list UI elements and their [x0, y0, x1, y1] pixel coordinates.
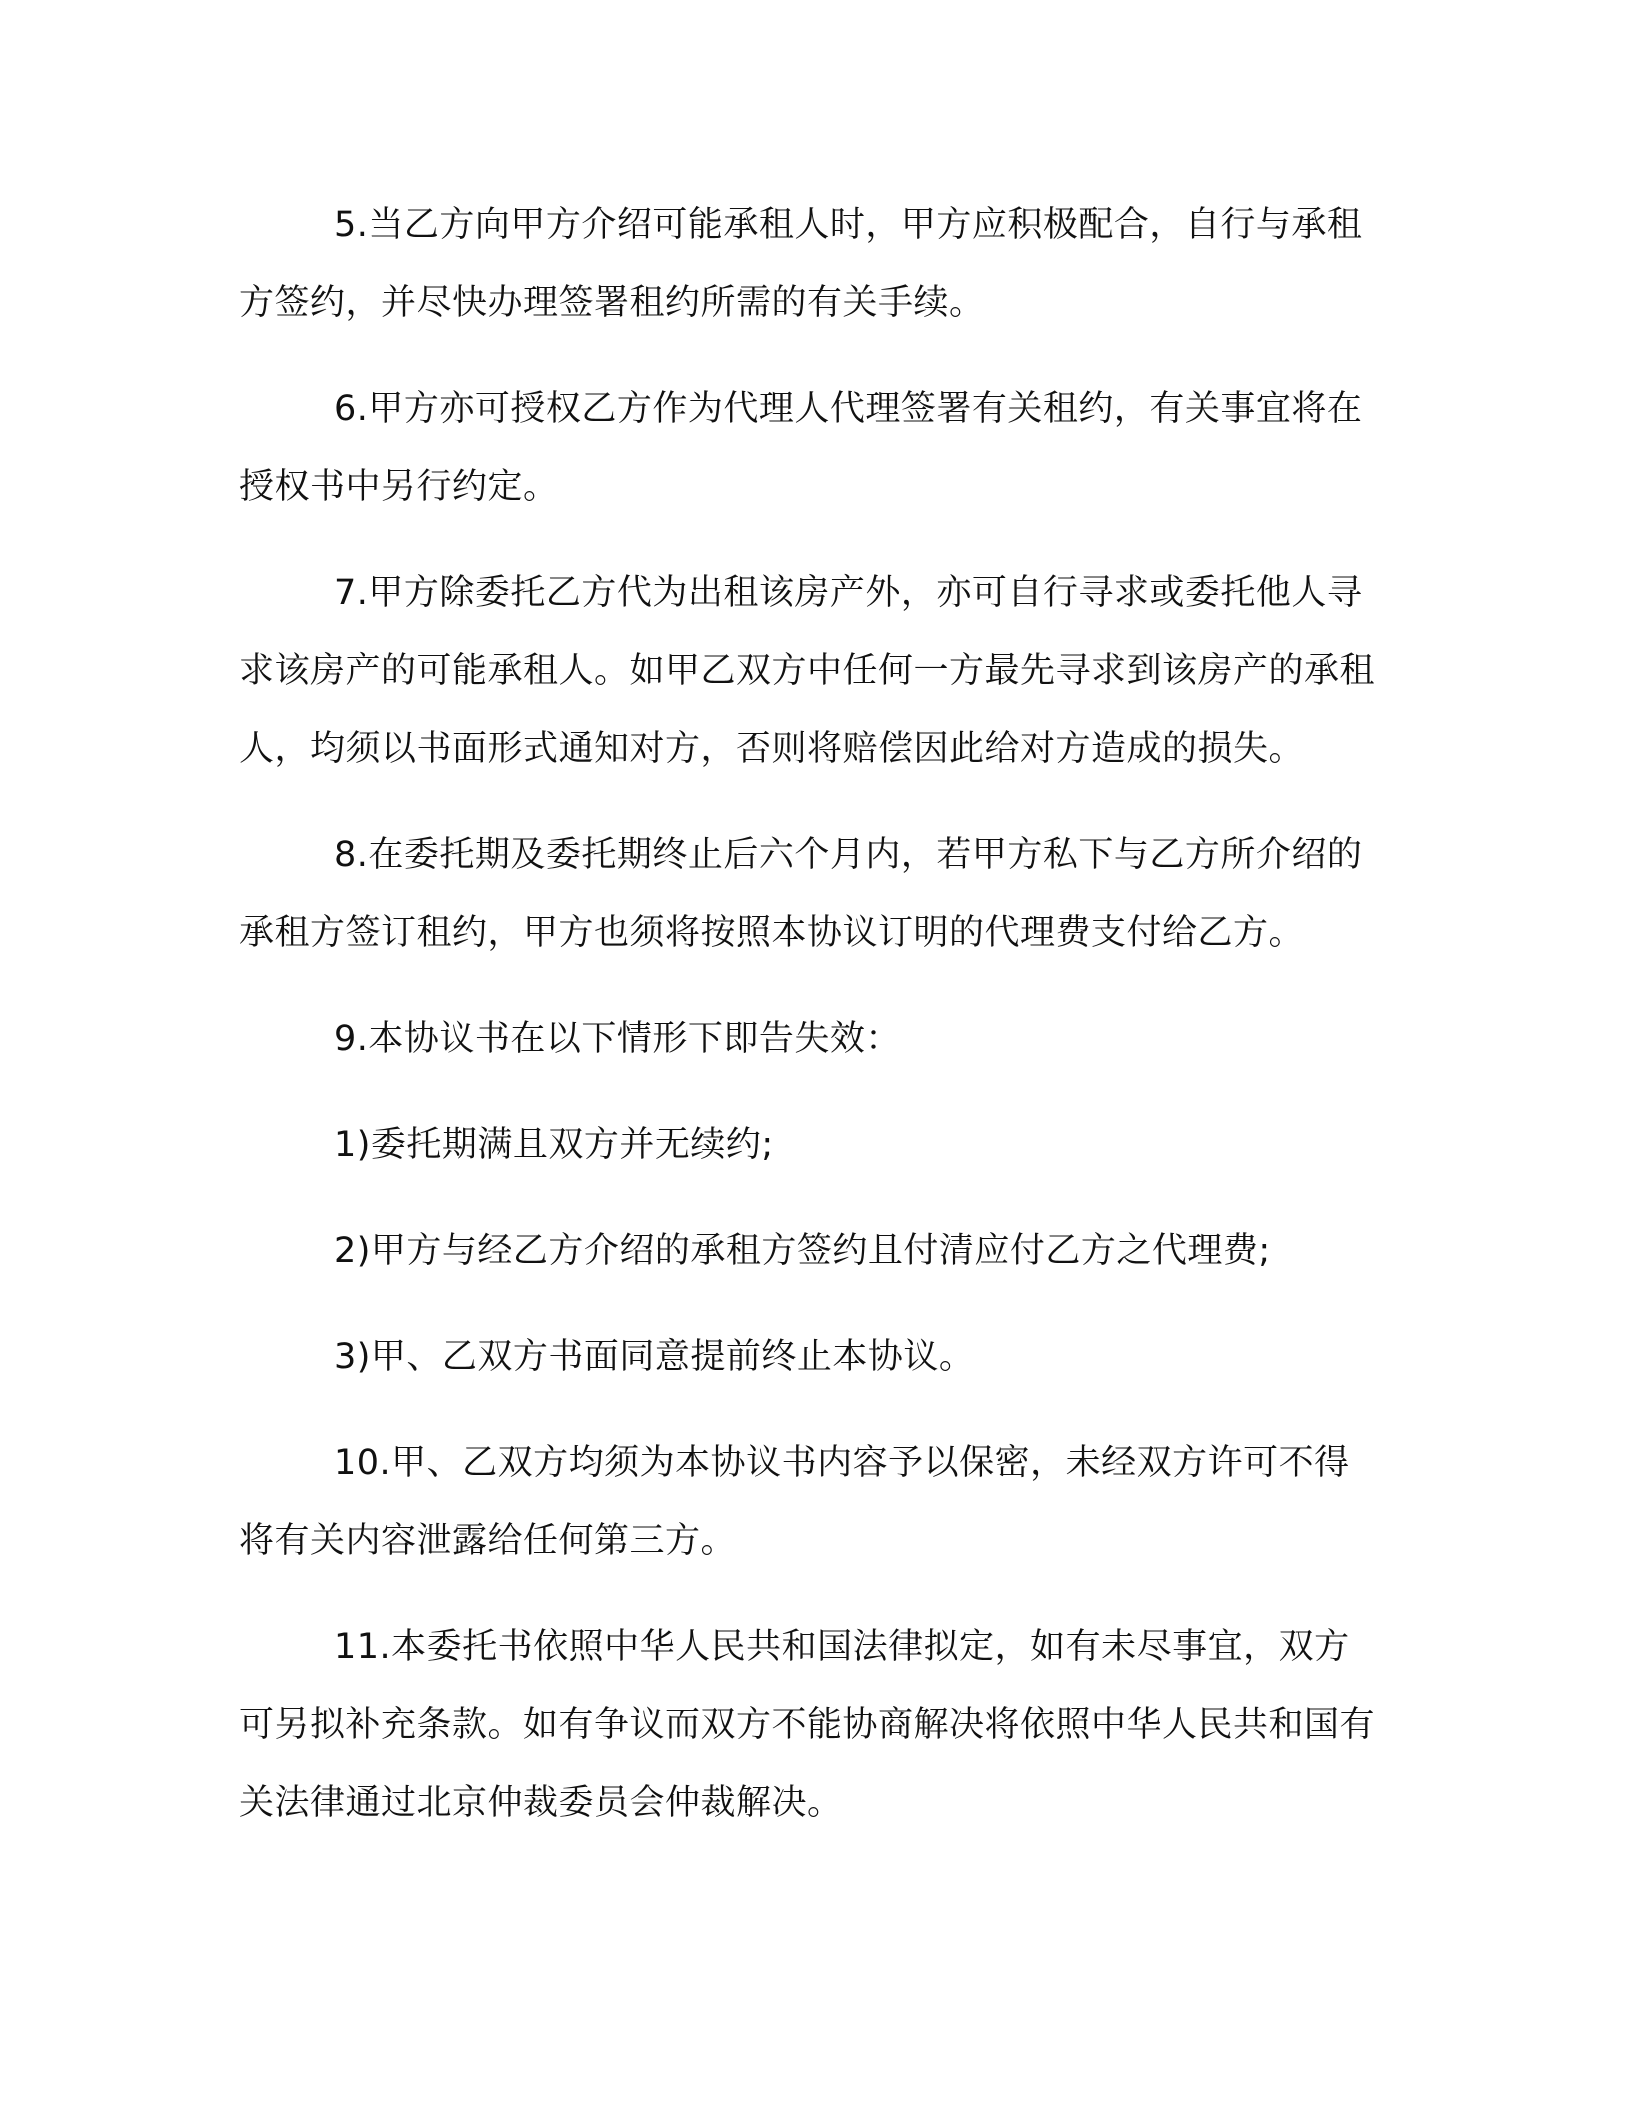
clause-9-item-3: 3)甲、乙双方书面同意提前终止本协议。 — [334, 1337, 975, 1377]
clause-9-item-1: 1)委托期满且双方并无续约; — [334, 1125, 774, 1165]
clause-6-paragraph: 6.甲方亦可授权乙方作为代理人代理签署有关租约，有关事宜将在授权书中另行约定。 — [239, 389, 1363, 507]
clause-10-paragraph: 10.甲、乙双方均须为本协议书内容予以保密，未经双方许可不得将有关内容泄露给任何第三方。 — [239, 1443, 1350, 1561]
clause-9-paragraph: 9.本协议书在以下情形下即告失效： — [334, 1019, 901, 1059]
clause-7-paragraph: 7.甲方除委托乙方代为出租该房产外，亦可自行寻求或委托他人寻求该房产的可能承租人。如甲乙双方中任何一方最先寻求到该房产的承租人，均须以书面形式通知对方，否则将赔偿因此给对方造成的损失。 — [239, 573, 1376, 769]
clause-5-paragraph: 5.当乙方向甲方介绍可能承租人时，甲方应积极配合，自行与承租方签约，并尽快办理签署租约所需的有关手续。 — [239, 205, 1363, 323]
clause-8-paragraph: 8.在委托期及委托期终止后六个月内，若甲方私下与乙方所介绍的承租方签订租约，甲方也须将按照本协议订明的代理费支付给乙方。 — [239, 835, 1363, 953]
clause-11-paragraph: 11.本委托书依照中华人民共和国法律拟定，如有未尽事宜，双方可另拟补充条款。如有争议而双方不能协商解决将依照中华人民共和国有关法律通过北京仲裁委员会仲裁解决。 — [239, 1627, 1376, 1823]
clause-9-item-2: 2)甲方与经乙方介绍的承租方签约且付清应付乙方之代理费; — [334, 1231, 1271, 1271]
document-body — [239, 186, 1379, 1842]
